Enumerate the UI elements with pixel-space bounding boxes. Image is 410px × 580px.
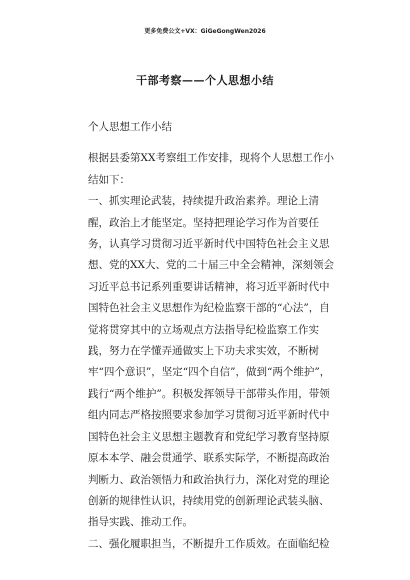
- document-body: [88, 117, 334, 555]
- header-note: 更多免费公文+VX：GiGeGongWen2026: [144, 28, 266, 35]
- paragraph-section-1: 一、抓实理论武装，持续提升政治素养。理论上清醒，政治上才能坚定。坚持把理论学习作为首要任务，认真学习贯彻习近平新时代中国特色社会主义思想、党的XX大、党的二十届三中全会精神，深刻领会习近平总书记系列重要讲话精神，将习近平新时代中国特色社会主义思想作为纪检监察干部的“心法”，自觉将贯穿其中的立场观点方法指导纪检监察工作实践，努力在学懂弄通做实上下功夫求实效，不断树牢“四个意识”，坚定“四个自信”，做到“两个维护”，践行“两个维护”。积极发挥领导干部带头作用，带领组内同志严格按照要求参加学习贯彻习近平新时代中国特色社会主义思想主题教育和党纪学习教育坚持原原本本学、融会贯通学、联系实际学，不断提高政治判断力、政治领悟力和政治执行力，深化对党的理论创新的规律性认识，持续用党的创新理论武装头脑、指导实践、推动工作。: [88, 195, 334, 529]
- paragraph-section-2: 二、强化履职担当，不断提升工作质效。在面临纪检: [88, 537, 330, 550]
- document-subtitle: 个人思想工作小结: [88, 121, 172, 133]
- paragraph-intro: 根据县委第XX考察组工作安排，现将个人思想工作小结如下：: [88, 152, 334, 186]
- document-title: 干部考察——个人思想小结: [136, 74, 274, 87]
